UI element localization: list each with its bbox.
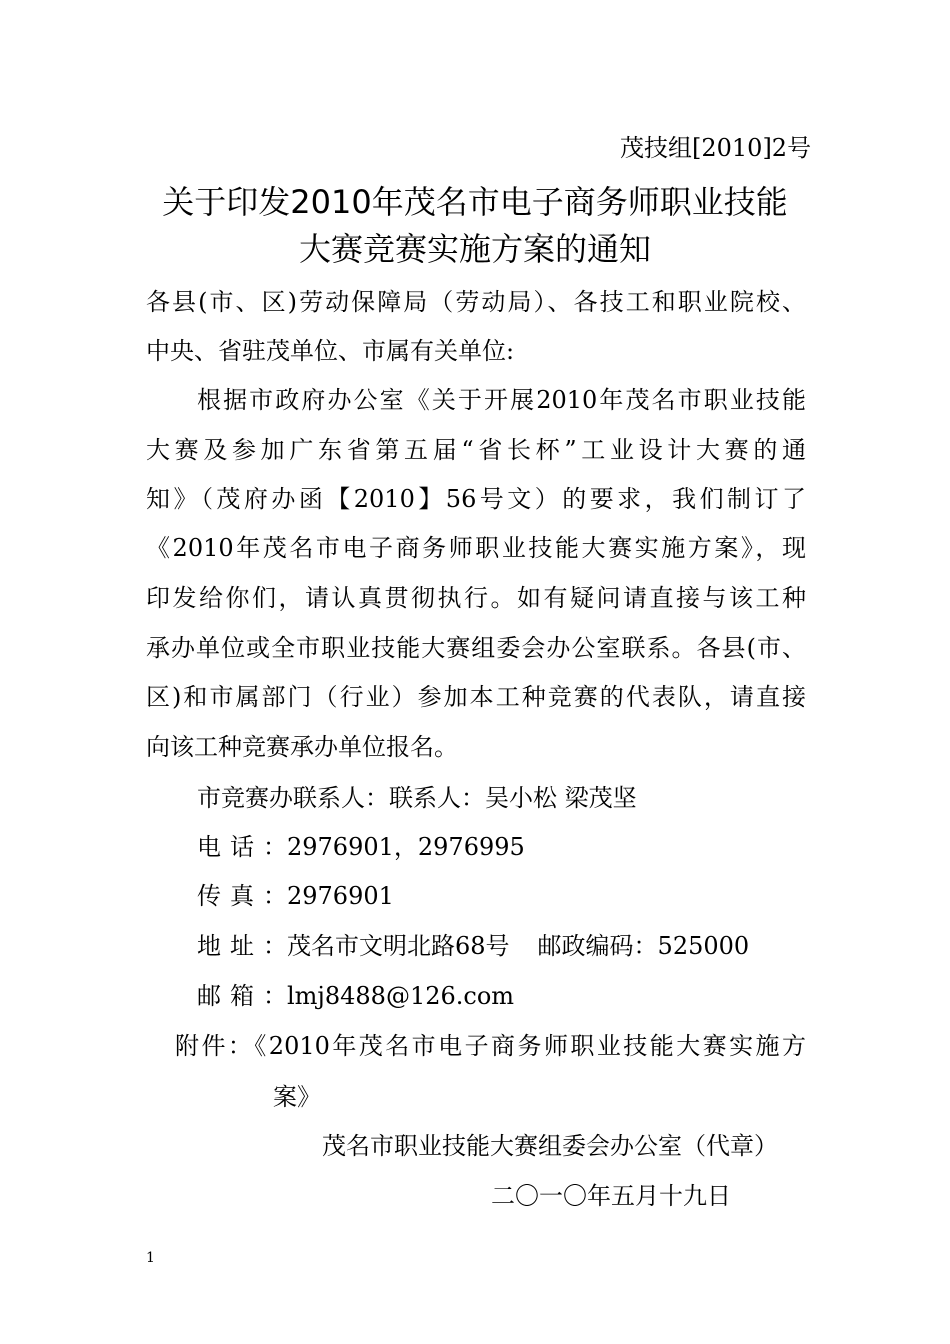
postcode-value: 邮政编码：525000 bbox=[537, 932, 750, 960]
document-number: 茂技组[2010]2号 bbox=[620, 134, 812, 162]
body-line-3: 知》（茂府办函【2010】56号文）的要求，我们制订了 bbox=[146, 485, 806, 513]
address-value: 茂名市文明北路68号 bbox=[287, 932, 510, 960]
document-title-line-1: 关于印发2010年茂名市电子商务师职业技能 bbox=[162, 183, 788, 221]
body-line-4: 《2010年茂名市电子商务师职业技能大赛实施方案》，现 bbox=[146, 534, 806, 562]
phone-label: 电话： bbox=[197, 833, 287, 861]
email-label: 邮箱： bbox=[197, 982, 287, 1010]
body-line-6: 承办单位或全市职业技能大赛组委会办公室联系。各县(市、 bbox=[146, 634, 806, 662]
signature: 茂名市职业技能大赛组委会办公室（代章） bbox=[322, 1132, 778, 1160]
attachment-line-1: 附件：《2010年茂名市电子商务师职业技能大赛实施方 bbox=[175, 1032, 806, 1060]
contact-fax bbox=[197, 881, 394, 911]
contact-phone bbox=[197, 832, 525, 862]
body-line-2: 大赛及参加广东省第五届“省长杯”工业设计大赛的通 bbox=[146, 436, 806, 464]
email-value: lmj8488@126.com bbox=[287, 982, 515, 1010]
fax-label: 传真： bbox=[197, 882, 287, 910]
recipients-line-2: 中央、省驻茂单位、市属有关单位: bbox=[146, 337, 515, 365]
contact-person: 市竞赛办联系人：联系人：吴小松 梁茂坚 bbox=[197, 784, 637, 812]
document-title-line-2: 大赛竞赛实施方案的通知 bbox=[298, 230, 651, 268]
attachment-line-2: 案》 bbox=[273, 1083, 321, 1111]
document-date: 二〇一〇年五月十九日 bbox=[491, 1182, 731, 1210]
body-line-7: 区)和市属部门（行业）参加本工种竞赛的代表队，请直接 bbox=[146, 683, 806, 711]
recipients-line-1: 各县(市、区)劳动保障局（劳动局）、各技工和职业院校、 bbox=[146, 288, 806, 316]
body-line-1: 根据市政府办公室《关于开展2010年茂名市职业技能 bbox=[197, 386, 806, 414]
address-label: 地址： bbox=[197, 932, 287, 960]
contact-email bbox=[197, 981, 514, 1011]
phone-value: 2976901，2976995 bbox=[287, 833, 525, 861]
page-number: 1 bbox=[146, 1250, 155, 1266]
contact-address bbox=[197, 931, 749, 961]
fax-value: 2976901 bbox=[287, 882, 394, 910]
body-line-5: 印发给你们，请认真贯彻执行。如有疑问请直接与该工种 bbox=[146, 584, 806, 612]
body-line-8: 向该工种竞赛承办单位报名。 bbox=[146, 733, 458, 761]
